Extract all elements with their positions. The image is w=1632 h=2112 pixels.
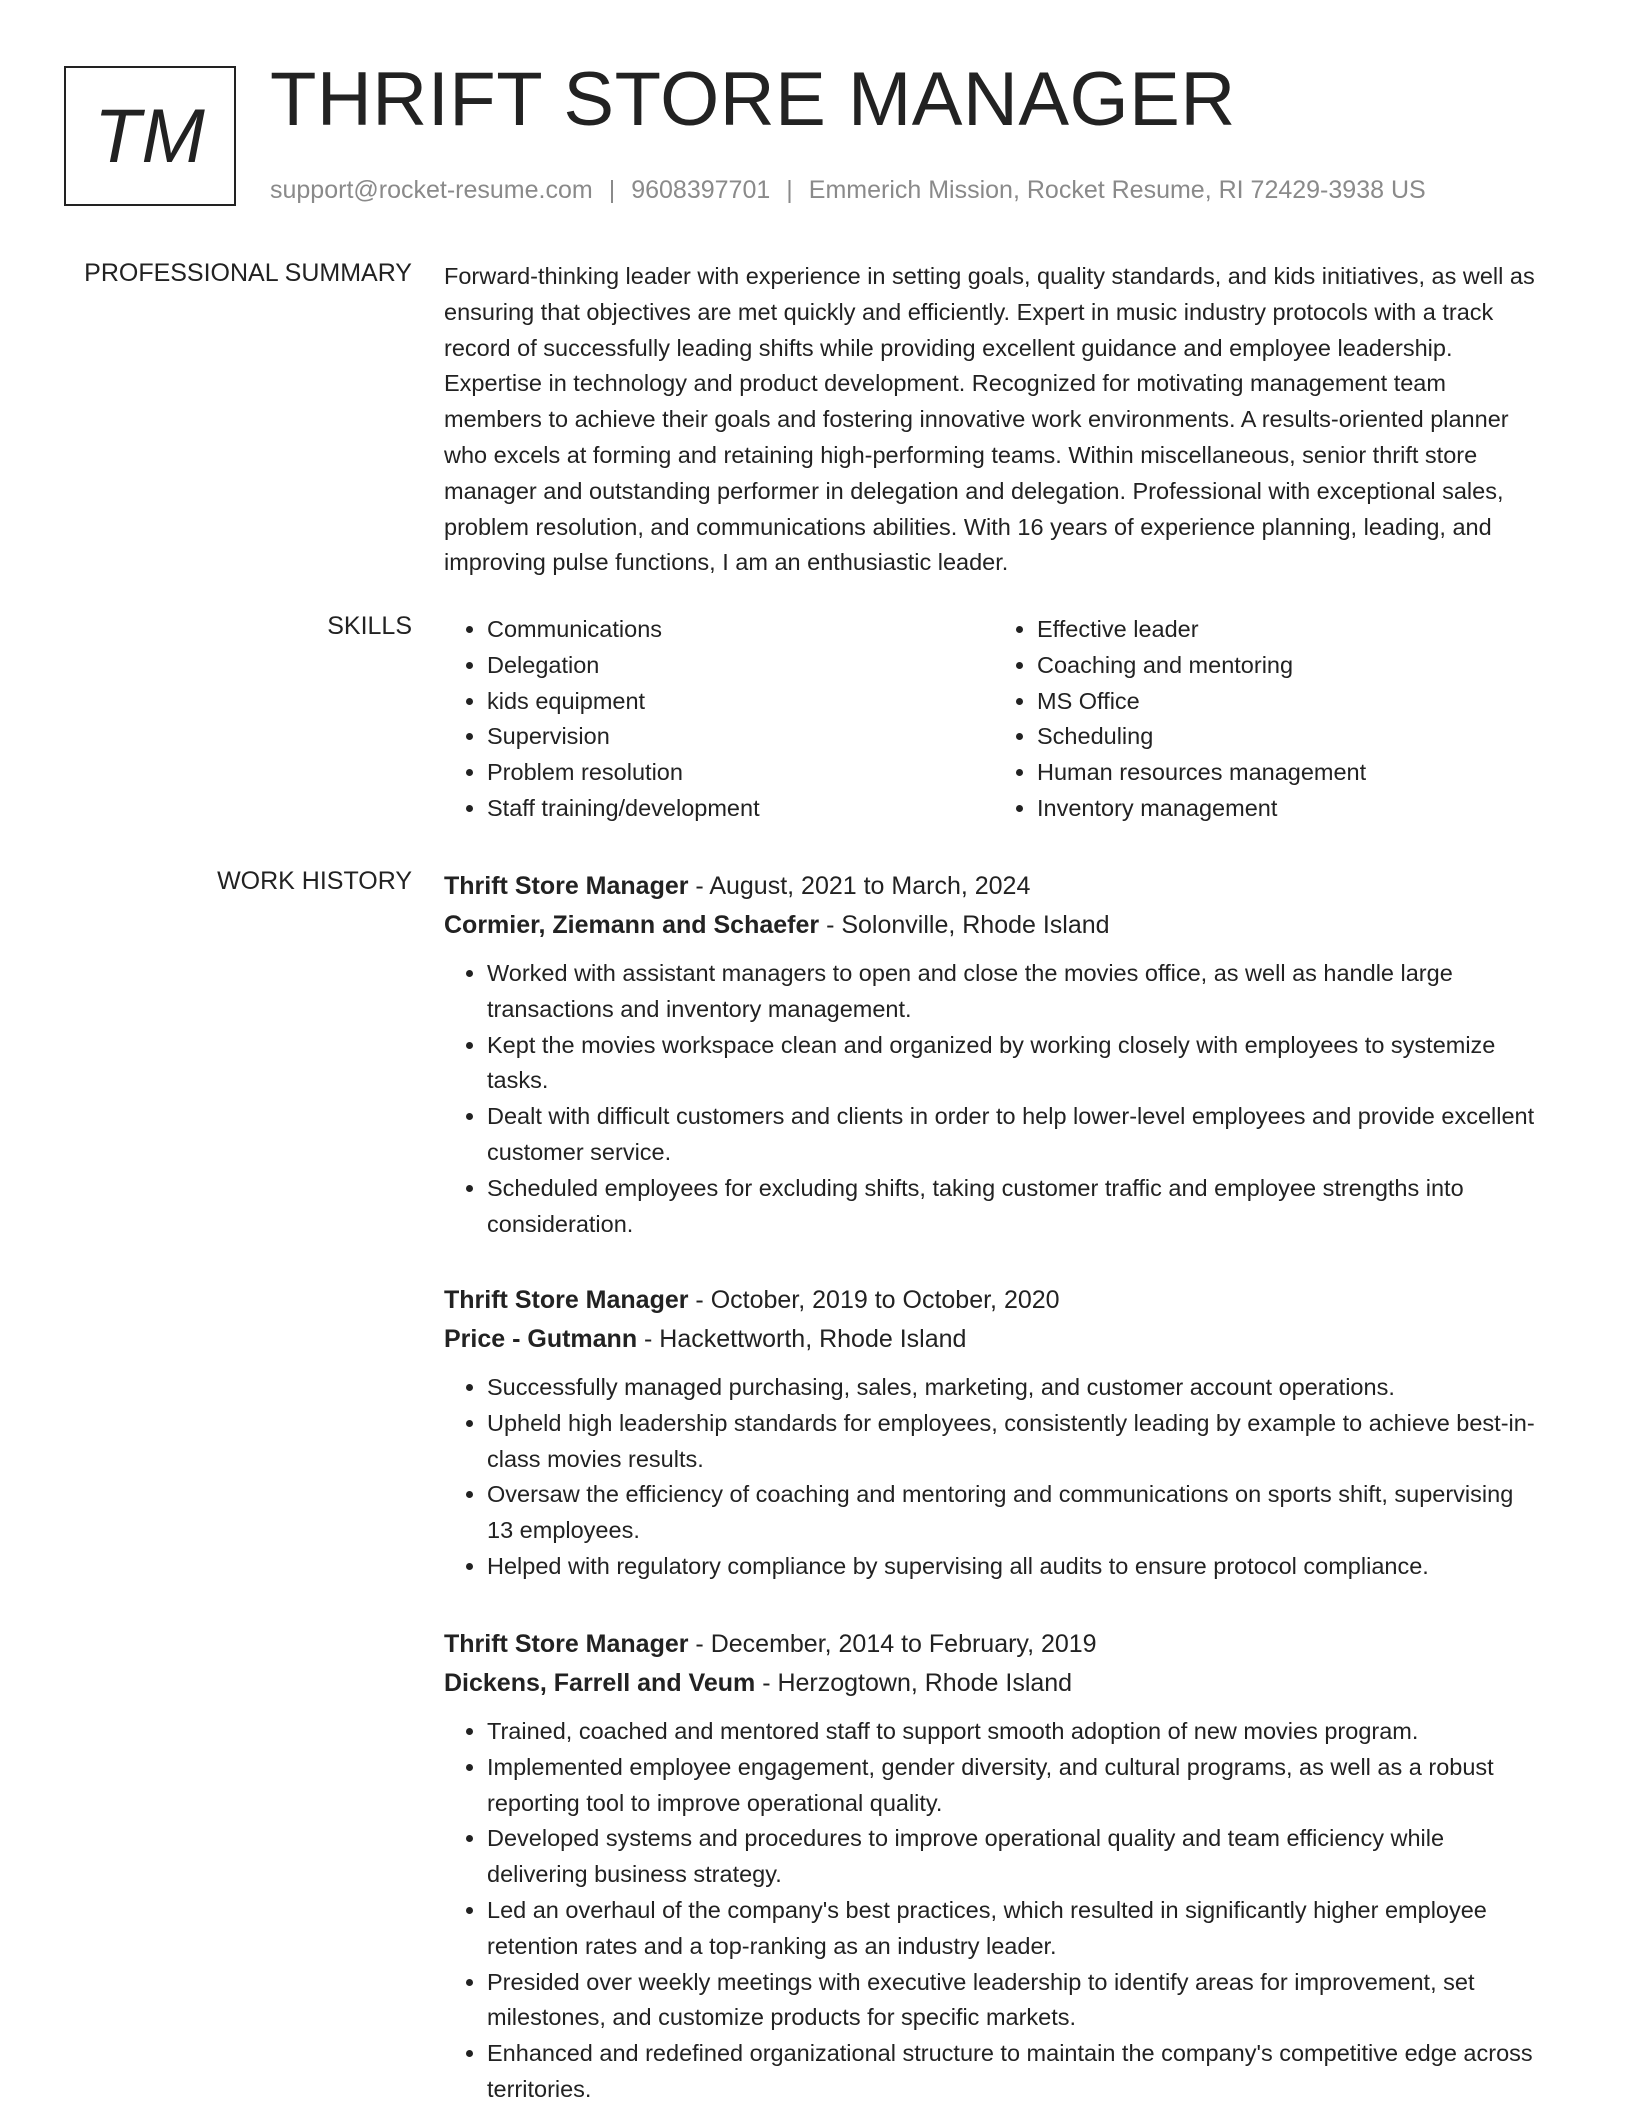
- job-dates: - October, 2019 to October, 2020: [688, 1286, 1060, 1314]
- job-bullet: • Implemented employee engagement, gender diversity, and cultural programs, as well as a robust reporting tool to improve operational quality.: [487, 1750, 1544, 1822]
- job-bullet: • Upheld high leadership standards for employees, consistently leading by example to achieve best-in-class movies results.: [487, 1406, 1544, 1478]
- section-label-summary: PROFESSIONAL SUMMARY: [84, 259, 412, 287]
- monogram-initials: TM: [94, 93, 206, 179]
- skill-item: • Effective leader: [1037, 612, 1544, 648]
- job-bullet: • Oversaw the efficiency of coaching and mentoring and communications on sports shift, supervising 13 employees.: [487, 1477, 1544, 1549]
- job-dates: - December, 2014 to February, 2019: [688, 1630, 1097, 1658]
- contact-phone: 9608397701: [631, 176, 771, 204]
- job-bullet: • Developed systems and procedures to improve operational quality and team efficiency while delivering business strategy.: [487, 1821, 1544, 1893]
- job-dates: - August, 2021 to March, 2024: [688, 872, 1031, 900]
- contact-line: [270, 176, 1426, 205]
- job-bullet: • Worked with assistant managers to open and close the movies office, as well as handle large transactions and inventory management.: [487, 956, 1544, 1028]
- skill-item: • Problem resolution: [487, 755, 994, 791]
- monogram-logo: [64, 66, 236, 206]
- job-company: Price - Gutmann: [444, 1324, 638, 1353]
- section-label-skills: SKILLS: [327, 612, 412, 640]
- skill-item: • Inventory management: [1037, 791, 1544, 827]
- job-bullet: • Trained, coached and mentored staff to support smooth adoption of new movies program.: [487, 1714, 1544, 1750]
- job-bullet: • Scheduled employees for excluding shifts, taking customer traffic and employee strengths into consideration.: [487, 1171, 1544, 1243]
- job-title: Thrift Store Manager: [444, 1630, 689, 1658]
- contact-email: support@rocket-resume.com: [270, 176, 593, 204]
- job-company: Cormier, Ziemann and Schaefer: [444, 910, 820, 939]
- job-bullet-list: [444, 1370, 1544, 1585]
- job-title: Thrift Store Manager: [444, 1286, 689, 1314]
- skill-item: • Supervision: [487, 719, 994, 755]
- skill-item: • MS Office: [1037, 684, 1544, 720]
- job-bullet-list: [444, 1714, 1544, 2108]
- skill-item: • Coaching and mentoring: [1037, 648, 1544, 684]
- job-company-line: [444, 1320, 1544, 1359]
- job-title: Thrift Store Manager: [444, 872, 689, 900]
- skills-columns: [444, 612, 1544, 827]
- skill-item: • Staff training/development: [487, 791, 994, 827]
- job-title-line: [444, 1281, 1544, 1320]
- job-entry: [444, 1625, 1544, 2108]
- section-label-work-history: WORK HISTORY: [217, 867, 412, 895]
- job-title-line: [444, 1625, 1544, 1664]
- job-entry: [444, 867, 1544, 1242]
- job-location: - Solonville, Rhode Island: [819, 910, 1110, 939]
- skills-list-left: [444, 612, 994, 827]
- skills-body: [444, 612, 1544, 827]
- skill-item: • Delegation: [487, 648, 994, 684]
- job-bullet: • Successfully managed purchasing, sales, marketing, and customer account operations.: [487, 1370, 1544, 1406]
- contact-separator: |: [786, 176, 793, 204]
- job-entry: [444, 1281, 1544, 1585]
- summary-text: Forward-thinking leader with experience in setting goals, quality standards, and kids initiatives, as well as ensuring that objectives are met quickly and efficiently. Expert in music industry protocols with a track record of successfully leading shifts while providing excellent guidance and employee leadership. Expertise in technology and product development. Recognized for motivating management team members to achieve their goals and fostering innovative work environments. A results-oriented planner who excels at forming and retaining high-performing teams. Within miscellaneous, senior thrift store manager and outstanding performer in delegation and delegation. Professional with exceptional sales, problem resolution, and communications abilities. With 16 years of experience planning, leading, and improving pulse functions, I am an enthusiastic leader.: [444, 263, 1535, 576]
- job-bullet: • Kept the movies workspace clean and organized by working closely with employees to systemize tasks.: [487, 1028, 1544, 1100]
- job-bullet: • Helped with regulatory compliance by supervising all audits to ensure protocol compliance.: [487, 1549, 1544, 1585]
- skill-item: • Human resources management: [1037, 755, 1544, 791]
- job-company-line: [444, 1664, 1544, 1703]
- job-bullet: • Led an overhaul of the company's best practices, which resulted in significantly higher employee retention rates and a top-ranking as an industry leader.: [487, 1893, 1544, 1965]
- job-bullet: • Presided over weekly meetings with executive leadership to identify areas for improvement, set milestones, and customize products for specific markets.: [487, 1965, 1544, 2037]
- job-company: Dickens, Farrell and Veum: [444, 1668, 756, 1697]
- resume-title: THRIFT STORE MANAGER: [270, 57, 1236, 142]
- contact-separator: |: [608, 176, 616, 204]
- skills-list-right: [994, 612, 1544, 827]
- job-company-line: [444, 906, 1544, 945]
- skill-item: • kids equipment: [487, 684, 994, 720]
- job-title-line: [444, 867, 1544, 906]
- job-location: - Herzogtown, Rhode Island: [755, 1668, 1073, 1697]
- job-bullet: • Enhanced and redefined organizational structure to maintain the company's competitive edge across territories.: [487, 2036, 1544, 2108]
- skill-item: • Communications: [487, 612, 994, 648]
- job-location: - Hackettworth, Rhode Island: [637, 1324, 967, 1353]
- job-bullet-list: [444, 956, 1544, 1242]
- summary-body: [444, 259, 1544, 581]
- skill-item: • Scheduling: [1037, 719, 1544, 755]
- contact-address: Emmerich Mission, Rocket Resume, RI 72429-3938 US: [808, 176, 1426, 204]
- job-bullet: • Dealt with difficult customers and clients in order to help lower-level employees and provide excellent customer service.: [487, 1099, 1544, 1171]
